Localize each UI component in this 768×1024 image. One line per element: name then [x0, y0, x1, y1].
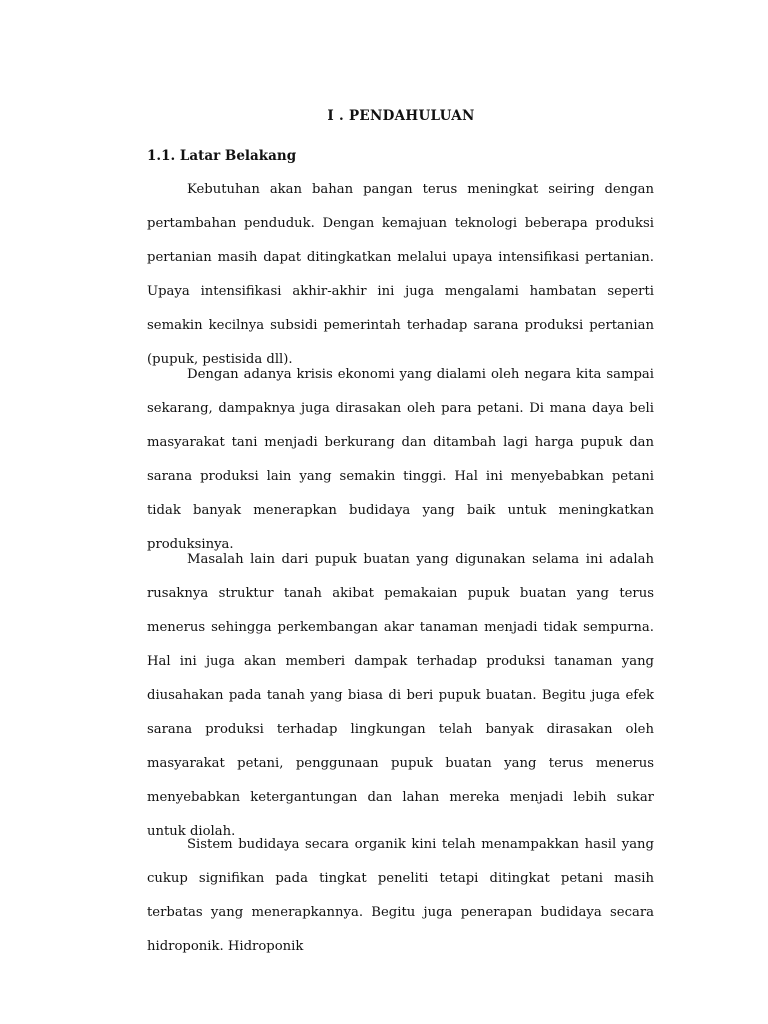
paragraph-text: Masalah lain dari pupuk buatan yang digunakan selama ini adalah rusaknya struktur tanah akibat pemakaian pupuk buatan yang terus menerus sehingga perkembangan akar tanaman menjadi tidak sempurna. Hal ini juga akan memberi dampak terhadap produksi tanaman yang diusahakan pada tanah yang biasa di beri pupuk buatan. Begitu juga efek sarana produksi terhadap lingkungan telah banyak dirasakan oleh masyarakat petani, penggunaan pupuk buatan yang terus menerus menyebabkan ketergantungan dan lahan mereka menjadi lebih sukar untuk diolah.: [147, 552, 654, 839]
paragraph-text: Sistem budidaya secara organik kini telah menampakkan hasil yang cukup signifikan pada tingkat peneliti tetapi ditingkat petani masih terbatas yang menerapkannya. Begitu juga penerapan budidaya secara hidroponik. Hidroponik: [147, 837, 654, 954]
section-title: 1.1. Latar Belakang: [147, 148, 297, 164]
paragraph-4: [147, 828, 654, 964]
chapter-title: I . PENDAHULUAN: [327, 108, 475, 124]
paragraph-3: [147, 543, 654, 849]
paragraph-2: [147, 358, 654, 562]
paragraph-text: Kebutuhan akan bahan pangan terus meningkat seiring dengan pertambahan penduduk. Dengan kemajuan teknologi beberapa produksi pertanian masih dapat ditingkatkan melalui upaya intensifikasi pertanian. Upaya intensifikasi akhir-akhir ini juga mengalami hambatan seperti semakin kecilnya subsidi pemerintah terhadap sarana produksi pertanian (pupuk, pestisida dll).: [147, 182, 654, 367]
paragraph-1: [147, 173, 654, 377]
paragraph-text: Dengan adanya krisis ekonomi yang dialami oleh negara kita sampai sekarang, dampaknya juga dirasakan oleh para petani. Di mana daya beli masyarakat tani menjadi berkurang dan ditambah lagi harga pupuk dan sarana produksi lain yang semakin tinggi. Hal ini menyebabkan petani tidak banyak menerapkan budidaya yang baik untuk meningkatkan produksinya.: [147, 367, 654, 552]
